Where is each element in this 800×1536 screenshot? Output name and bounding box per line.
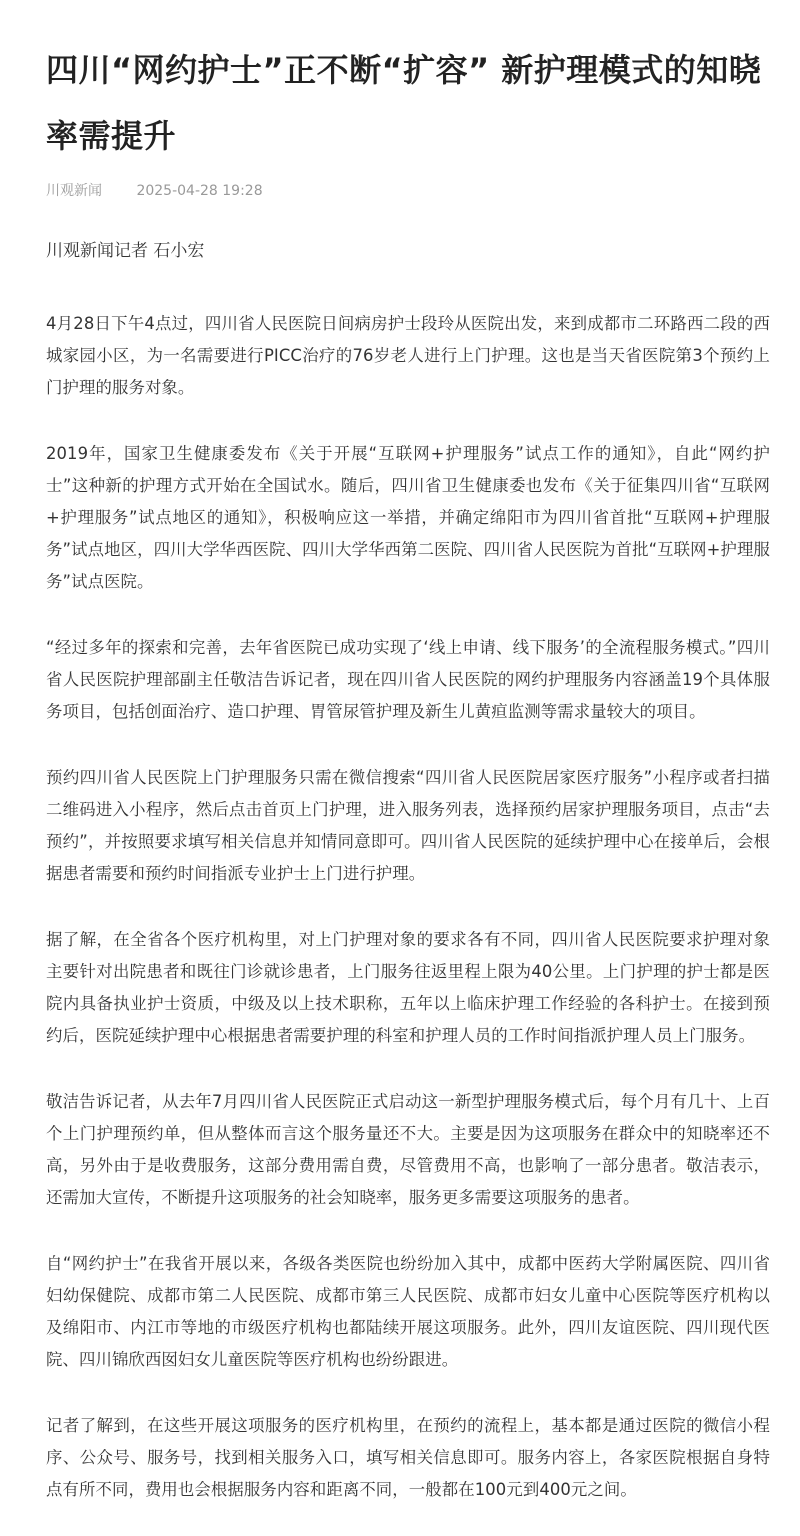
reporter-byline: 川观新闻记者 石小宏	[46, 241, 205, 261]
article-title: 四川“网约护士”正不断“扩容” 新护理模式的知晓率需提升	[46, 51, 762, 155]
article-source[interactable]: 川观新闻	[46, 183, 102, 199]
paragraph-7: 自“网约护士”在我省开展以来，各级各类医院也纷纷加入其中，成都中医药大学附属医院、四川省妇幼保健院、成都市第二人民医院、成都市第三人民医院、成都市妇女儿童中心医院等医疗机构以及绵阳市、内江市等地的市级医疗机构也都陆续开展这项服务。此外，四川友谊医院、四川现代医院、四川锦欣西囡妇女儿童医院等医疗机构也纷纷跟进。	[46, 1254, 770, 1369]
paragraph-4: 预约四川省人民医院上门护理服务只需在微信搜索“四川省人民医院居家医疗服务”小程序或者扫描二维码进入小程序，然后点击首页上门护理，进入服务列表，选择预约居家护理服务项目，点击“去预约”，并按照要求填写相关信息并知情同意即可。四川省人民医院的延续护理中心在接单后，会根据患者需要和预约时间指派专业护士上门进行护理。	[46, 768, 770, 883]
paragraph-2: 2019年，国家卫生健康委发布《关于开展“互联网+护理服务”试点工作的通知》，自此“网约护士”这种新的护理方式开始在全国试水。随后，四川省卫生健康委也发布《关于征集四川省“互联网+护理服务”试点地区的通知》，积极响应这一举措，并确定绵阳市为四川省首批“互联网+护理服务”试点地区，四川大学华西医院、四川大学华西第二医院、四川省人民医院为首批“互联网+护理服务”试点医院。	[46, 444, 770, 591]
publish-time: 2025-04-28 19:28	[136, 183, 263, 199]
paragraph-6: 敬洁告诉记者，从去年7月四川省人民医院正式启动这一新型护理服务模式后，每个月有几十、上百个上门护理预约单，但从整体而言这个服务量还不大。主要是因为这项服务在群众中的知晓率还不高，另外由于是收费服务，这部分费用需自费，尽管费用不高，也影响了一部分患者。敬洁表示，还需加大宣传，不断提升这项服务的社会知晓率，服务更多需要这项服务的患者。	[46, 1092, 770, 1207]
article-meta	[46, 181, 770, 201]
paragraph-5: 据了解，在全省各个医疗机构里，对上门护理对象的要求各有不同，四川省人民医院要求护理对象主要针对出院患者和既往门诊就诊患者，上门服务往返里程上限为40公里。上门护理的护士都是医院内具备执业护士资质，中级及以上技术职称，五年以上临床护理工作经验的各科护士。在接到预约后，医院延续护理中心根据患者需要护理的科室和护理人员的工作时间指派护理人员上门服务。	[46, 930, 770, 1045]
paragraph-8: 记者了解到，在这些开展这项服务的医疗机构里，在预约的流程上，基本都是通过医院的微信小程序、公众号、服务号，找到相关服务入口，填写相关信息即可。服务内容上，各家医院根据自身特点有所不同，费用也会根据服务内容和距离不同，一般都在100元到400元之间。	[46, 1416, 770, 1499]
paragraph-1: 4月28日下午4点过，四川省人民医院日间病房护士段玲从医院出发，来到成都市二环路西二段的西城家园小区，为一名需要进行PICC治疗的76岁老人进行上门护理。这也是当天省医院第3个预约上门护理的服务对象。	[46, 314, 770, 397]
paragraph-3: “经过多年的探索和完善，去年省医院已成功实现了‘线上申请、线下服务’的全流程服务模式。”四川省人民医院护理部副主任敬洁告诉记者，现在四川省人民医院的网约护理服务内容涵盖19个具体服务项目，包括创面治疗、造口护理、胃管尿管护理及新生儿黄疸监测等需求量较大的项目。	[46, 638, 770, 721]
